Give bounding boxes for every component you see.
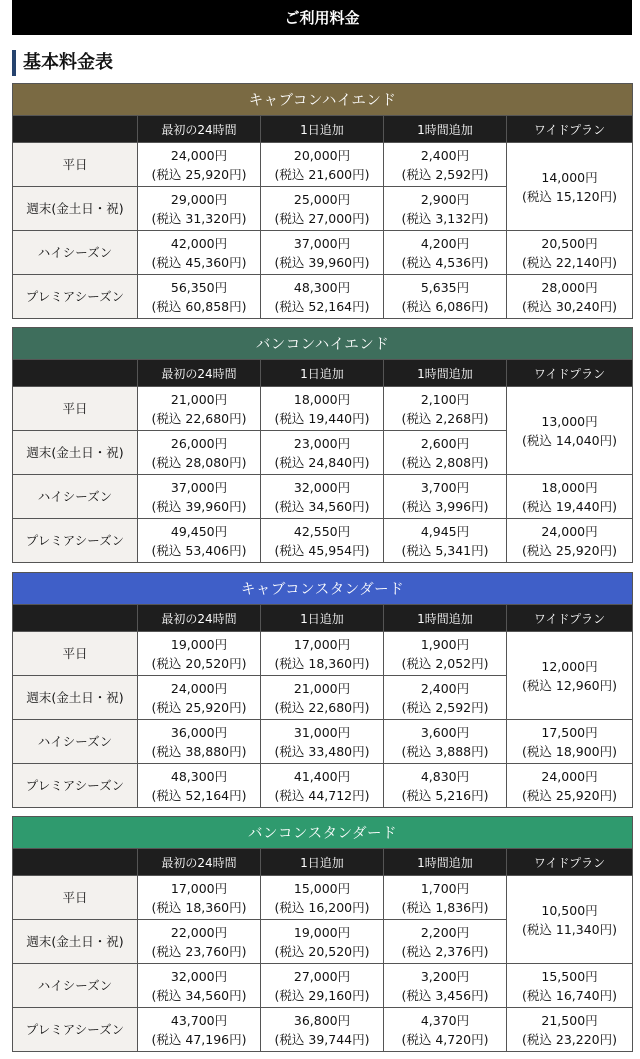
price-tax-included: (税込 20,520円)	[151, 655, 247, 671]
table-title: キャブコンスタンダード	[13, 573, 633, 605]
price-amount: 2,100円	[420, 391, 470, 407]
price-amount: 20,500円	[541, 235, 598, 251]
price-cell	[384, 519, 507, 563]
price-cell	[384, 720, 507, 764]
table-row	[13, 519, 633, 563]
table-row	[13, 475, 633, 519]
price-cell	[138, 720, 261, 764]
column-header: 1時間追加	[384, 605, 507, 632]
price-cell	[384, 475, 507, 519]
price-amount: 4,200円	[420, 235, 470, 251]
table-header-row	[13, 116, 633, 143]
price-amount: 2,400円	[420, 680, 470, 696]
price-tax-included: (税込 3,456円)	[401, 987, 489, 1003]
wide-plan-cell	[507, 632, 633, 720]
price-cell	[384, 964, 507, 1008]
price-amount: 1,900円	[420, 636, 470, 652]
price-cell	[138, 964, 261, 1008]
price-cell	[384, 920, 507, 964]
price-amount: 42,000円	[170, 235, 228, 251]
price-amount: 48,300円	[170, 768, 228, 784]
row-label: ハイシーズン	[13, 475, 138, 519]
price-amount: 17,500円	[541, 724, 598, 740]
price-cell	[261, 187, 384, 231]
price-tax-included: (税込 23,220円)	[522, 1031, 618, 1047]
price-cell	[138, 920, 261, 964]
price-cell	[261, 475, 384, 519]
price-tax-included: (税込 45,954円)	[274, 542, 370, 558]
price-tax-included: (税込 31,320円)	[151, 210, 247, 226]
price-tax-included: (税込 2,268円)	[401, 410, 489, 426]
price-cell	[384, 143, 507, 187]
price-cell	[138, 764, 261, 808]
row-label: 平日	[13, 387, 138, 431]
price-tax-included: (税込 5,341円)	[401, 542, 489, 558]
price-amount: 21,000円	[293, 680, 351, 696]
price-amount: 17,000円	[293, 636, 351, 652]
price-tax-included: (税込 16,740円)	[522, 987, 618, 1003]
price-amount: 37,000円	[170, 479, 228, 495]
table-row	[13, 387, 633, 431]
price-amount: 4,370円	[420, 1012, 470, 1028]
price-tax-included: (税込 53,406円)	[151, 542, 247, 558]
wide-plan-cell	[507, 720, 633, 764]
price-amount: 13,000円	[541, 413, 598, 429]
table-row	[13, 964, 633, 1008]
price-amount: 3,700円	[420, 479, 470, 495]
price-amount: 2,200円	[420, 924, 470, 940]
price-amount: 36,000円	[170, 724, 228, 740]
price-amount: 21,500円	[541, 1012, 598, 1028]
header-blank	[13, 605, 138, 632]
table-title-row	[13, 328, 633, 360]
price-tax-included: (税込 2,592円)	[401, 699, 489, 715]
column-header: 最初の24時間	[138, 116, 261, 143]
table-row	[13, 764, 633, 808]
column-header: 1時間追加	[384, 116, 507, 143]
price-amount: 28,000円	[541, 279, 598, 295]
price-cell	[261, 1008, 384, 1052]
price-amount: 22,000円	[170, 924, 228, 940]
price-cell	[384, 431, 507, 475]
price-table-3	[12, 572, 633, 808]
price-cell	[138, 143, 261, 187]
price-table-4	[12, 816, 633, 1052]
row-label: 週末(金土日・祝)	[13, 920, 138, 964]
price-amount: 36,800円	[293, 1012, 351, 1028]
price-amount: 37,000円	[293, 235, 351, 251]
page-title: ご利用料金	[284, 9, 360, 27]
price-cell	[384, 676, 507, 720]
price-amount: 26,000円	[170, 435, 228, 451]
price-tax-included: (税込 21,600円)	[274, 166, 370, 182]
price-tax-included: (税込 34,560円)	[151, 987, 247, 1003]
price-cell	[138, 387, 261, 431]
wide-plan-cell	[507, 143, 633, 231]
price-tax-included: (税込 6,086円)	[401, 298, 489, 314]
price-amount: 27,000円	[293, 968, 351, 984]
price-amount: 2,600円	[420, 435, 470, 451]
wide-plan-cell	[507, 876, 633, 964]
price-cell	[384, 632, 507, 676]
price-cell	[138, 632, 261, 676]
price-cell	[261, 231, 384, 275]
price-cell	[138, 475, 261, 519]
price-amount: 18,000円	[293, 391, 351, 407]
table-row	[13, 275, 633, 319]
price-amount: 24,000円	[541, 768, 598, 784]
price-cell	[261, 387, 384, 431]
table-row	[13, 143, 633, 187]
price-tax-included: (税込 1,836円)	[401, 899, 489, 915]
column-header: ワイドプラン	[507, 360, 633, 387]
price-amount: 15,500円	[541, 968, 598, 984]
price-table-2	[12, 327, 633, 563]
column-header: 最初の24時間	[138, 360, 261, 387]
price-tax-included: (税込 24,840円)	[274, 454, 370, 470]
wide-plan-cell	[507, 387, 633, 475]
price-tax-included: (税込 18,360円)	[274, 655, 370, 671]
price-tax-included: (税込 39,960円)	[274, 254, 370, 270]
table-row	[13, 632, 633, 676]
price-amount: 32,000円	[170, 968, 228, 984]
price-tax-included: (税込 2,808円)	[401, 454, 489, 470]
price-amount: 25,000円	[293, 191, 351, 207]
price-tax-included: (税込 39,744円)	[274, 1031, 370, 1047]
price-tax-included: (税込 3,996円)	[401, 498, 489, 514]
price-amount: 17,000円	[170, 880, 228, 896]
column-header: ワイドプラン	[507, 849, 633, 876]
price-cell	[261, 275, 384, 319]
price-tax-included: (税込 33,480円)	[274, 743, 370, 759]
price-amount: 19,000円	[170, 636, 228, 652]
price-amount: 42,550円	[293, 523, 351, 539]
price-tax-included: (税込 52,164円)	[151, 787, 247, 803]
table-header-row	[13, 849, 633, 876]
price-cell	[138, 231, 261, 275]
price-tax-included: (税込 18,900円)	[522, 743, 617, 759]
price-cell	[384, 231, 507, 275]
price-cell	[261, 920, 384, 964]
price-tax-included: (税込 2,592円)	[401, 166, 489, 182]
price-amount: 18,000円	[541, 479, 598, 495]
price-amount: 48,300円	[293, 279, 351, 295]
column-header: 1日追加	[261, 360, 384, 387]
price-cell	[138, 431, 261, 475]
price-amount: 49,450円	[170, 523, 228, 539]
page-title-bar	[12, 0, 632, 35]
price-tax-included: (税込 22,140円)	[522, 254, 617, 270]
price-tax-included: (税込 29,160円)	[274, 987, 370, 1003]
header-blank	[13, 116, 138, 143]
price-tax-included: (税込 4,720円)	[401, 1031, 489, 1047]
row-label: プレミアシーズン	[13, 764, 138, 808]
wide-plan-cell	[507, 519, 633, 563]
price-cell	[384, 876, 507, 920]
price-cell	[261, 431, 384, 475]
column-header: ワイドプラン	[507, 116, 633, 143]
price-tax-included: (税込 39,960円)	[151, 498, 247, 514]
wide-plan-cell	[507, 475, 633, 519]
price-amount: 24,000円	[170, 680, 228, 696]
table-header-row	[13, 605, 633, 632]
price-tax-included: (税込 28,080円)	[151, 454, 247, 470]
price-tax-included: (税込 25,920円)	[522, 787, 617, 803]
table-title: バンコンスタンダード	[13, 817, 633, 849]
price-cell	[384, 387, 507, 431]
price-amount: 2,400円	[420, 147, 470, 163]
price-amount: 10,500円	[541, 902, 598, 918]
price-cell	[261, 519, 384, 563]
wide-plan-cell	[507, 275, 633, 319]
header-blank	[13, 360, 138, 387]
price-cell	[138, 876, 261, 920]
row-label: ハイシーズン	[13, 720, 138, 764]
price-tax-included: (税込 5,216円)	[401, 787, 489, 803]
table-title-row	[13, 573, 633, 605]
row-label: ハイシーズン	[13, 964, 138, 1008]
table-row	[13, 231, 633, 275]
price-cell	[384, 275, 507, 319]
wide-plan-cell	[507, 1008, 633, 1052]
price-amount: 5,635円	[420, 279, 470, 295]
price-cell	[138, 676, 261, 720]
price-tax-included: (税込 25,920円)	[151, 166, 247, 182]
price-tax-included: (税込 4,536円)	[401, 254, 489, 270]
column-header: 1日追加	[261, 116, 384, 143]
column-header: 1日追加	[261, 605, 384, 632]
price-tax-included: (税込 12,960円)	[522, 677, 617, 693]
price-tax-included: (税込 22,680円)	[151, 410, 247, 426]
row-label: プレミアシーズン	[13, 1008, 138, 1052]
price-amount: 1,700円	[420, 880, 470, 896]
price-cell	[384, 1008, 507, 1052]
table-title-row	[13, 817, 633, 849]
price-tax-included: (税込 19,440円)	[274, 410, 370, 426]
price-tax-included: (税込 3,132円)	[401, 210, 489, 226]
price-cell	[261, 876, 384, 920]
price-cell	[138, 1008, 261, 1052]
wide-plan-cell	[507, 764, 633, 808]
column-header: 1時間追加	[384, 360, 507, 387]
price-amount: 56,350円	[170, 279, 228, 295]
price-tax-included: (税込 22,680円)	[274, 699, 370, 715]
column-header: 1日追加	[261, 849, 384, 876]
price-tax-included: (税込 19,440円)	[522, 498, 617, 514]
wide-plan-cell	[507, 231, 633, 275]
price-cell	[261, 764, 384, 808]
price-cell	[261, 720, 384, 764]
price-amount: 14,000円	[541, 169, 598, 185]
price-amount: 21,000円	[170, 391, 228, 407]
price-tax-included: (税込 2,052円)	[401, 655, 489, 671]
table-title-row	[13, 84, 633, 116]
price-amount: 29,000円	[170, 191, 228, 207]
price-amount: 24,000円	[541, 523, 598, 539]
row-label: 平日	[13, 876, 138, 920]
row-label: 平日	[13, 632, 138, 676]
price-amount: 19,000円	[293, 924, 351, 940]
price-amount: 20,000円	[293, 147, 351, 163]
price-amount: 32,000円	[293, 479, 351, 495]
price-tax-included: (税込 20,520円)	[274, 943, 370, 959]
table-title: バンコンハイエンド	[13, 328, 633, 360]
price-tax-included: (税込 27,000円)	[274, 210, 370, 226]
price-tax-included: (税込 14,040円)	[522, 432, 617, 448]
price-amount: 3,600円	[420, 724, 470, 740]
column-header: 最初の24時間	[138, 605, 261, 632]
column-header: 1時間追加	[384, 849, 507, 876]
price-tax-included: (税込 60,858円)	[151, 298, 247, 314]
price-tax-included: (税込 25,920円)	[522, 542, 617, 558]
price-tax-included: (税込 18,360円)	[151, 899, 247, 915]
price-amount: 23,000円	[293, 435, 351, 451]
price-cell	[261, 676, 384, 720]
price-amount: 15,000円	[293, 880, 351, 896]
price-amount: 41,400円	[293, 768, 351, 784]
price-tax-included: (税込 2,376円)	[401, 943, 489, 959]
price-tax-included: (税込 11,340円)	[522, 921, 618, 937]
price-amount: 3,200円	[420, 968, 470, 984]
price-cell	[261, 632, 384, 676]
row-label: ハイシーズン	[13, 231, 138, 275]
price-tax-included: (税込 3,888円)	[401, 743, 489, 759]
row-label: 平日	[13, 143, 138, 187]
table-title: キャブコンハイエンド	[13, 84, 633, 116]
price-tax-included: (税込 34,560円)	[274, 498, 370, 514]
column-header: 最初の24時間	[138, 849, 261, 876]
price-cell	[384, 187, 507, 231]
price-amount: 2,900円	[420, 191, 470, 207]
price-cell	[261, 143, 384, 187]
price-tax-included: (税込 15,120円)	[522, 188, 617, 204]
price-cell	[138, 519, 261, 563]
wide-plan-cell	[507, 964, 633, 1008]
price-amount: 12,000円	[541, 658, 598, 674]
price-tax-included: (税込 23,760円)	[151, 943, 247, 959]
column-header: ワイドプラン	[507, 605, 633, 632]
price-tax-included: (税込 44,712円)	[274, 787, 370, 803]
row-label: プレミアシーズン	[13, 275, 138, 319]
price-table-1	[12, 83, 633, 319]
row-label: 週末(金土日・祝)	[13, 676, 138, 720]
table-row	[13, 1008, 633, 1052]
row-label: 週末(金土日・祝)	[13, 431, 138, 475]
price-tax-included: (税込 16,200円)	[274, 899, 370, 915]
header-blank	[13, 849, 138, 876]
price-tax-included: (税込 47,196円)	[151, 1031, 247, 1047]
row-label: プレミアシーズン	[13, 519, 138, 563]
price-tax-included: (税込 30,240円)	[522, 298, 617, 314]
table-header-row	[13, 360, 633, 387]
price-cell	[138, 187, 261, 231]
table-row	[13, 876, 633, 920]
row-label: 週末(金土日・祝)	[13, 187, 138, 231]
price-amount: 24,000円	[170, 147, 228, 163]
section-heading: 基本料金表	[12, 50, 423, 76]
price-tax-included: (税込 25,920円)	[151, 699, 247, 715]
price-tax-included: (税込 45,360円)	[151, 254, 247, 270]
price-tax-included: (税込 52,164円)	[274, 298, 370, 314]
price-cell	[261, 964, 384, 1008]
price-cell	[384, 764, 507, 808]
price-amount: 31,000円	[293, 724, 351, 740]
price-amount: 4,830円	[420, 768, 470, 784]
price-amount: 43,700円	[170, 1012, 228, 1028]
price-amount: 4,945円	[420, 523, 470, 539]
price-cell	[138, 275, 261, 319]
price-tax-included: (税込 38,880円)	[151, 743, 247, 759]
table-row	[13, 720, 633, 764]
